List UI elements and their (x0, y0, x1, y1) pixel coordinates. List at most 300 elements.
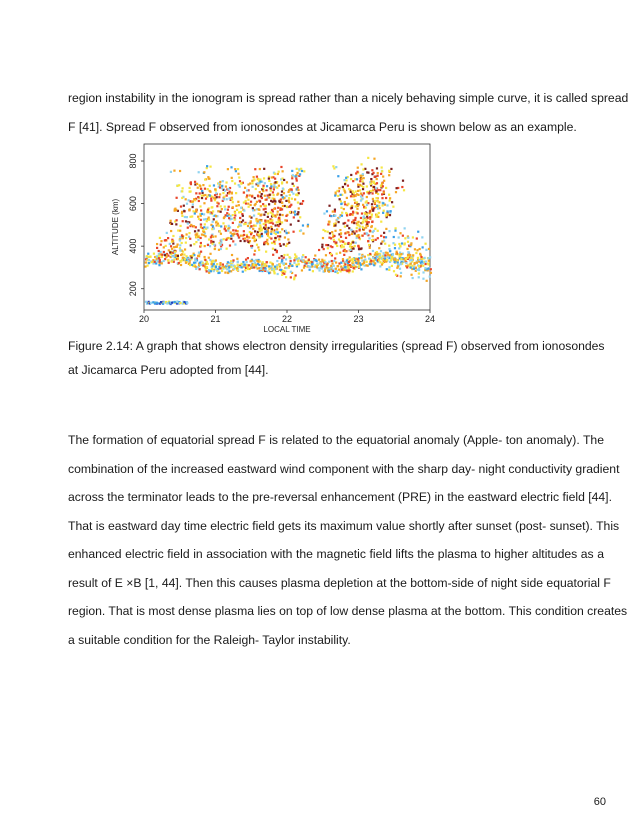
irregularity-patch (244, 187, 246, 189)
irregularity-patch (394, 258, 396, 260)
irregularity-patch (175, 246, 177, 248)
caption-line: Figure 2.14: A graph that shows electron density irregularities (spread F) observed from ionosondes (68, 339, 605, 353)
irregularity-patch (223, 238, 225, 240)
irregularity-patch (216, 196, 218, 198)
irregularity-patch (175, 209, 177, 211)
irregularity-patch (259, 191, 261, 193)
irregularity-patch (309, 269, 311, 271)
irregularity-patch (237, 201, 239, 203)
irregularity-patch (344, 250, 346, 252)
irregularity-patch (185, 237, 187, 239)
irregularity-patch (326, 263, 328, 265)
irregularity-patch (176, 197, 178, 199)
irregularity-patch (247, 203, 249, 205)
irregularity-patch (250, 225, 252, 227)
irregularity-patch (254, 250, 256, 252)
irregularity-patch (147, 253, 149, 255)
irregularity-patch (186, 302, 188, 304)
irregularity-patch (151, 261, 153, 263)
irregularity-patch (218, 203, 220, 205)
irregularity-patch (350, 191, 352, 193)
irregularity-patch (200, 209, 202, 211)
irregularity-patch (416, 237, 418, 239)
irregularity-patch (289, 211, 291, 213)
irregularity-patch (322, 237, 324, 239)
irregularity-patch (284, 236, 286, 238)
irregularity-patch (336, 270, 338, 272)
irregularity-patch (240, 263, 242, 265)
irregularity-patch (353, 199, 355, 201)
irregularity-patch (281, 202, 283, 204)
irregularity-patch (329, 232, 331, 234)
irregularity-patch (191, 255, 193, 257)
irregularity-patch (180, 254, 182, 256)
irregularity-patch (256, 244, 258, 246)
irregularity-patch (254, 168, 256, 170)
irregularity-patch (215, 268, 217, 270)
irregularity-patch (311, 263, 313, 265)
irregularity-patch (386, 204, 388, 206)
irregularity-patch (334, 194, 336, 196)
irregularity-patch (213, 263, 215, 265)
irregularity-patch (352, 195, 354, 197)
irregularity-patch (200, 226, 202, 228)
x-tick-label: 23 (353, 314, 364, 324)
irregularity-patch (355, 258, 357, 260)
irregularity-patch (374, 176, 376, 178)
irregularity-patch (328, 205, 330, 207)
irregularity-patch (203, 226, 205, 228)
irregularity-patch (339, 198, 341, 200)
irregularity-patch (280, 194, 282, 196)
irregularity-patch (345, 179, 347, 181)
irregularity-patch (349, 249, 351, 251)
irregularity-patch (360, 268, 362, 270)
irregularity-patch (179, 260, 181, 262)
irregularity-patch (183, 210, 185, 212)
irregularity-patch (280, 208, 282, 210)
irregularity-patch (231, 192, 233, 194)
irregularity-patch (228, 217, 230, 219)
irregularity-patch (383, 192, 385, 194)
irregularity-patch (219, 193, 221, 195)
irregularity-patch (198, 200, 200, 202)
irregularity-patch (346, 270, 348, 272)
irregularity-patch (376, 205, 378, 207)
irregularity-patch (354, 217, 356, 219)
irregularity-patch (271, 176, 273, 178)
irregularity-patch (351, 233, 353, 235)
irregularity-patch (283, 262, 285, 264)
irregularity-patch (175, 223, 177, 225)
irregularity-patch (238, 184, 240, 186)
irregularity-patch (274, 224, 276, 226)
irregularity-patch (195, 234, 197, 236)
irregularity-patch (185, 262, 187, 264)
irregularity-patch (343, 254, 345, 256)
irregularity-patch (344, 203, 346, 205)
irregularity-patch (342, 186, 344, 188)
irregularity-patch (171, 223, 173, 225)
irregularity-patch (240, 207, 242, 209)
irregularity-patch (210, 236, 212, 238)
irregularity-patch (268, 180, 270, 182)
irregularity-patch (179, 170, 181, 172)
irregularity-patch (239, 180, 241, 182)
irregularity-patch (212, 236, 214, 238)
irregularity-patch (201, 192, 203, 194)
irregularity-patch (200, 242, 202, 244)
irregularity-patch (158, 264, 160, 266)
irregularity-patch (250, 204, 252, 206)
irregularity-patch (383, 252, 385, 254)
irregularity-patch (212, 225, 214, 227)
irregularity-patch (402, 180, 404, 182)
irregularity-patch (394, 244, 396, 246)
irregularity-patch (378, 205, 380, 207)
irregularity-patch (262, 187, 264, 189)
irregularity-patch (192, 200, 194, 202)
irregularity-patch (415, 252, 417, 254)
irregularity-patch (285, 215, 287, 217)
irregularity-patch (400, 258, 402, 260)
spread-f-figure (108, 140, 438, 336)
irregularity-patch (263, 223, 265, 225)
irregularity-patch (353, 267, 355, 269)
irregularity-patch (271, 209, 273, 211)
irregularity-patch (311, 265, 313, 267)
irregularity-patch (163, 251, 165, 253)
irregularity-patch (249, 215, 251, 217)
irregularity-patch (312, 270, 314, 272)
irregularity-patch (250, 233, 252, 235)
irregularity-patch (372, 231, 374, 233)
irregularity-patch (231, 198, 233, 200)
irregularity-patch (382, 185, 384, 187)
irregularity-patch (218, 196, 220, 198)
irregularity-patch (156, 243, 158, 245)
irregularity-patch (218, 225, 220, 227)
irregularity-patch (171, 248, 173, 250)
irregularity-patch (252, 228, 254, 230)
irregularity-patch (195, 209, 197, 211)
irregularity-patch (419, 248, 421, 250)
irregularity-patch (299, 173, 301, 175)
irregularity-patch (282, 205, 284, 207)
irregularity-patch (400, 263, 402, 265)
irregularity-patch (398, 236, 400, 238)
irregularity-patch (276, 187, 278, 189)
irregularity-patch (242, 219, 244, 221)
irregularity-patch (292, 231, 294, 233)
irregularity-patch (349, 264, 351, 266)
irregularity-patch (240, 235, 242, 237)
irregularity-patch (363, 215, 365, 217)
irregularity-patch (399, 232, 401, 234)
irregularity-patch (350, 195, 352, 197)
irregularity-patch (332, 210, 334, 212)
irregularity-patch (384, 254, 386, 256)
irregularity-patch (410, 274, 412, 276)
irregularity-patch (261, 235, 263, 237)
irregularity-patch (201, 190, 203, 192)
irregularity-patch (394, 230, 396, 232)
irregularity-patch (234, 243, 236, 245)
irregularity-patch (422, 265, 424, 267)
irregularity-patch (365, 219, 367, 221)
irregularity-patch (282, 170, 284, 172)
irregularity-patch (214, 235, 216, 237)
irregularity-patch (278, 238, 280, 240)
irregularity-patch (277, 231, 279, 233)
irregularity-patch (361, 212, 363, 214)
irregularity-patch (237, 234, 239, 236)
irregularity-patch (265, 230, 267, 232)
irregularity-patch (278, 217, 280, 219)
irregularity-patch (355, 266, 357, 268)
irregularity-patch (393, 270, 395, 272)
irregularity-patch (355, 242, 357, 244)
irregularity-patch (169, 243, 171, 245)
irregularity-patch (335, 241, 337, 243)
irregularity-patch (404, 237, 406, 239)
text-line: across the terminator leads to the pre-reversal enhancement (PRE) in the eastward electric field [44]. (68, 490, 612, 504)
irregularity-patch (193, 243, 195, 245)
irregularity-patch (288, 197, 290, 199)
irregularity-patch (351, 207, 353, 209)
irregularity-patch (341, 269, 343, 271)
irregularity-patch (344, 266, 346, 268)
irregularity-patch (217, 210, 219, 212)
caption-line: at Jicamarca Peru adopted from [44]. (68, 363, 269, 377)
irregularity-patch (257, 185, 259, 187)
irregularity-patch (378, 212, 380, 214)
irregularity-patch (337, 195, 339, 197)
irregularity-patch (308, 259, 310, 261)
irregularity-patch (209, 166, 211, 168)
irregularity-patch (211, 206, 213, 208)
irregularity-patch (208, 178, 210, 180)
irregularity-patch (330, 215, 332, 217)
irregularity-patch (182, 237, 184, 239)
irregularity-patch (355, 230, 357, 232)
irregularity-patch (425, 249, 427, 251)
text-line: The formation of equatorial spread F is related to the equatorial anomaly (Apple- ton anomaly). The (68, 433, 604, 447)
irregularity-patch (237, 168, 239, 170)
irregularity-patch (334, 224, 336, 226)
irregularity-patch (290, 188, 292, 190)
irregularity-patch (269, 220, 271, 222)
irregularity-patch (298, 207, 300, 209)
irregularity-patch (197, 266, 199, 268)
irregularity-patch (214, 194, 216, 196)
irregularity-patch (238, 176, 240, 178)
irregularity-patch (380, 243, 382, 245)
irregularity-patch (261, 233, 263, 235)
irregularity-patch (258, 200, 260, 202)
irregularity-patch (270, 237, 272, 239)
irregularity-patch (386, 259, 388, 261)
irregularity-patch (235, 170, 237, 172)
irregularity-patch (163, 246, 165, 248)
irregularity-patch (370, 180, 372, 182)
irregularity-patch (424, 263, 426, 265)
irregularity-patch (268, 227, 270, 229)
irregularity-patch (281, 181, 283, 183)
irregularity-patch (416, 261, 418, 263)
irregularity-patch (292, 174, 294, 176)
irregularity-patch (348, 261, 350, 263)
irregularity-patch (321, 265, 323, 267)
irregularity-patch (333, 239, 335, 241)
irregularity-patch (274, 203, 276, 205)
irregularity-patch (198, 255, 200, 257)
irregularity-patch (357, 184, 359, 186)
irregularity-patch (357, 245, 359, 247)
irregularity-patch (424, 257, 426, 259)
irregularity-patch (194, 230, 196, 232)
irregularity-patch (262, 203, 264, 205)
irregularity-patch (401, 242, 403, 244)
irregularity-patch (246, 190, 248, 192)
irregularity-patch (285, 195, 287, 197)
irregularity-patch (281, 190, 283, 192)
irregularity-patch (219, 230, 221, 232)
irregularity-patch (225, 225, 227, 227)
irregularity-patch (206, 165, 208, 167)
irregularity-patch (359, 180, 361, 182)
irregularity-patch (264, 219, 266, 221)
irregularity-patch (374, 202, 376, 204)
irregularity-patch (344, 183, 346, 185)
irregularity-patch (254, 262, 256, 264)
irregularity-patch (263, 177, 265, 179)
irregularity-patch (261, 197, 263, 199)
irregularity-patch (209, 253, 211, 255)
irregularity-patch (158, 250, 160, 252)
irregularity-patch (372, 189, 374, 191)
irregularity-patch (381, 182, 383, 184)
irregularity-patch (361, 222, 363, 224)
irregularity-patch (213, 228, 215, 230)
irregularity-patch (149, 256, 151, 258)
irregularity-patch (246, 236, 248, 238)
irregularity-patch (318, 269, 320, 271)
irregularity-patch (336, 253, 338, 255)
irregularity-patch (258, 249, 260, 251)
irregularity-patch (222, 222, 224, 224)
irregularity-patch (401, 186, 403, 188)
irregularity-patch (280, 245, 282, 247)
irregularity-patch (209, 185, 211, 187)
irregularity-patch (211, 261, 213, 263)
irregularity-patch (205, 263, 207, 265)
irregularity-patch (430, 268, 432, 270)
irregularity-patch (268, 272, 270, 274)
irregularity-patch (187, 227, 189, 229)
irregularity-patch (266, 261, 268, 263)
irregularity-patch (247, 268, 249, 270)
irregularity-patch (346, 197, 348, 199)
irregularity-patch (331, 260, 333, 262)
irregularity-patch (391, 265, 393, 267)
irregularity-patch (335, 166, 337, 168)
irregularity-patch (422, 246, 424, 248)
irregularity-patch (363, 218, 365, 220)
irregularity-patch (228, 197, 230, 199)
irregularity-patch (285, 263, 287, 265)
irregularity-patch (223, 198, 225, 200)
irregularity-patch (260, 268, 262, 270)
irregularity-patch (261, 263, 263, 265)
irregularity-patch (326, 210, 328, 212)
irregularity-patch (341, 212, 343, 214)
irregularity-patch (337, 221, 339, 223)
irregularity-patch (384, 243, 386, 245)
irregularity-patch (412, 236, 414, 238)
irregularity-patch (355, 262, 357, 264)
irregularity-patch (372, 250, 374, 252)
irregularity-patch (177, 229, 179, 231)
irregularity-patch (381, 263, 383, 265)
irregularity-patch (340, 200, 342, 202)
irregularity-patch (285, 200, 287, 202)
irregularity-patch (255, 188, 257, 190)
irregularity-patch (266, 239, 268, 241)
irregularity-patch (347, 203, 349, 205)
irregularity-patch (250, 260, 252, 262)
irregularity-patch (370, 260, 372, 262)
irregularity-patch (223, 196, 225, 198)
text-line: result of E ×B [1, 44]. Then this causes plasma depletion at the bottom-side of night side equatorial F (68, 575, 611, 590)
irregularity-patch (273, 188, 275, 190)
irregularity-patch (294, 175, 296, 177)
x-tick-label: 21 (210, 314, 221, 324)
irregularity-patch (270, 226, 272, 228)
irregularity-patch (265, 198, 267, 200)
irregularity-patch (220, 241, 222, 243)
y-axis-label: ALTITUDE (km) (111, 198, 120, 256)
irregularity-patch (231, 254, 233, 256)
irregularity-patch (371, 203, 373, 205)
irregularity-patch (377, 208, 379, 210)
irregularity-patch (232, 240, 234, 242)
irregularity-patch (176, 185, 178, 187)
irregularity-patch (277, 235, 279, 237)
irregularity-patch (362, 183, 364, 185)
x-tick-label: 20 (138, 314, 150, 324)
irregularity-patch (224, 208, 226, 210)
irregularity-patch (347, 219, 349, 221)
irregularity-patch (193, 225, 195, 227)
irregularity-patch (276, 250, 278, 252)
irregularity-patch (388, 269, 390, 271)
irregularity-patch (282, 196, 284, 198)
irregularity-patch (360, 178, 362, 180)
irregularity-patch (251, 195, 253, 197)
irregularity-patch (400, 275, 402, 277)
irregularity-patch (185, 255, 187, 257)
irregularity-patch (281, 274, 283, 276)
irregularity-patch (368, 192, 370, 194)
irregularity-patch (209, 259, 211, 261)
irregularity-patch (285, 245, 287, 247)
irregularity-patch (345, 237, 347, 239)
irregularity-patch (264, 195, 266, 197)
irregularity-patch (250, 201, 252, 203)
irregularity-patch (190, 224, 192, 226)
irregularity-patch (257, 208, 259, 210)
